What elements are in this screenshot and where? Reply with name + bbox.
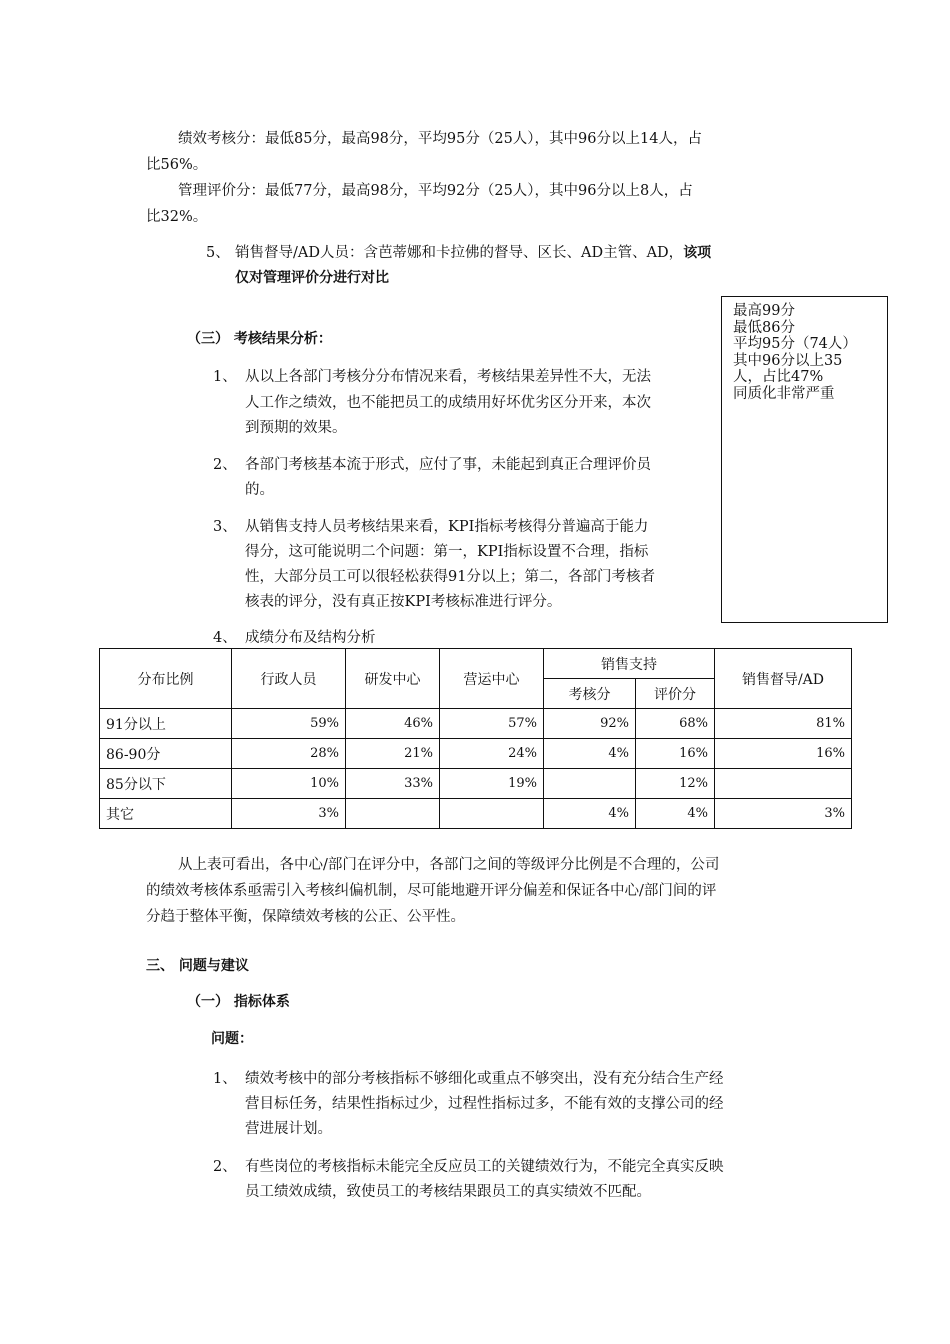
comment-line: 最高99分	[733, 303, 795, 319]
comment-line: 最低86分	[733, 319, 795, 336]
header-ratio: 分布比例	[100, 649, 232, 709]
cell-rnd: 21%	[346, 739, 440, 769]
table-row	[100, 739, 852, 769]
analysis-item-4-line-1: 成绩分布及结构分析	[245, 630, 376, 646]
analysis-item-3-line-4: 核表的评分，没有真正按KPI考核标准进行评分。	[245, 594, 562, 610]
problem-item-1-line-3: 营进展计划。	[245, 1121, 332, 1137]
cell-eval: 12%	[636, 769, 715, 799]
cell-ops: 24%	[440, 739, 544, 769]
cell-kpi	[544, 769, 636, 799]
header-rnd: 研发中心	[346, 649, 440, 709]
problem-label: 问题：	[211, 1031, 253, 1047]
problem-item-1-line-1: 绩效考核中的部分考核指标不够细化或重点不够突出，没有充分结合生产经	[245, 1071, 724, 1087]
item5-bold-text: 该项	[683, 245, 712, 261]
analysis-item-1-line-1: 从以上各部门考核分分布情况来看，考核结果差异性不大，无法	[245, 369, 651, 385]
perf-score-line-2: 比56%。	[146, 157, 208, 173]
cell-admin: 28%	[232, 739, 346, 769]
header-admin: 行政人员	[232, 649, 346, 709]
analysis-item-1-line-2: 人工作之绩效，也不能把员工的成绩用好坏优劣区分开来，本次	[245, 395, 651, 411]
analysis-item-3-line-3: 性，大部分员工可以很轻松获得91分以上；第二，各部门考核者	[245, 569, 655, 585]
mgmt-score-line-2: 比32%。	[146, 209, 208, 225]
cell-kpi: 4%	[544, 739, 636, 769]
analysis-item-2-line-2: 的。	[245, 482, 274, 498]
problem-item-1-number: 1、	[213, 1071, 237, 1087]
cell-admin: 3%	[232, 799, 346, 829]
indicator-system-heading: （一） 指标体系	[187, 994, 290, 1010]
analysis-item-1-line-3: 到预期的效果。	[245, 420, 347, 436]
perf-score-line-1: 绩效考核分：最低85分，最高98分，平均95分（25人），其中96分以上14人，占	[178, 131, 702, 147]
row-label: 其它	[100, 799, 232, 829]
cell-ad: 81%	[715, 709, 852, 739]
table-row	[100, 799, 852, 829]
item5-line-1	[235, 241, 711, 262]
cell-rnd: 33%	[346, 769, 440, 799]
problem-item-2-line-1: 有些岗位的考核指标未能完全反应员工的关键绩效行为，不能完全真实反映	[245, 1159, 724, 1175]
header-eval: 评价分	[636, 679, 715, 709]
comment-textbox	[721, 296, 888, 623]
cell-ad: 3%	[715, 799, 852, 829]
header-kpi: 考核分	[544, 679, 636, 709]
mgmt-score-line-1: 管理评价分：最低77分，最高98分，平均92分（25人），其中96分以上8人，占	[178, 183, 693, 199]
analysis-item-2-line-1: 各部门考核基本流于形式，应付了事，未能起到真正合理评价员	[245, 457, 651, 473]
cell-eval: 16%	[636, 739, 715, 769]
row-label: 85分以下	[100, 769, 232, 799]
section-3-heading: （三） 考核结果分析：	[187, 331, 332, 347]
analysis-item-2-number: 2、	[213, 457, 237, 473]
cell-admin: 10%	[232, 769, 346, 799]
cell-ops: 19%	[440, 769, 544, 799]
score-distribution-table	[99, 648, 852, 829]
header-sales-support: 销售支持	[544, 649, 715, 679]
cell-admin: 59%	[232, 709, 346, 739]
row-label: 86-90分	[100, 739, 232, 769]
cell-rnd	[346, 799, 440, 829]
problem-item-2-line-2: 员工绩效成绩，致使员工的考核结果跟员工的真实绩效不匹配。	[245, 1184, 651, 1200]
problem-item-1-line-2: 营目标任务，结果性指标过少，过程性指标过多，不能有效的支撑公司的经	[245, 1096, 724, 1112]
cell-eval: 4%	[636, 799, 715, 829]
comment-line: 同质化非常严重	[733, 385, 835, 402]
analysis-item-1-number: 1、	[213, 369, 237, 385]
conclusion-line-3: 分趋于整体平衡，保障绩效考核的公正、公平性。	[146, 909, 465, 925]
problem-item-2-number: 2、	[213, 1159, 237, 1175]
header-ops: 营运中心	[440, 649, 544, 709]
comment-line: 平均95分（74人）	[733, 336, 857, 352]
cell-ad	[715, 769, 852, 799]
item5-number: 5、	[206, 245, 230, 261]
cell-eval: 68%	[636, 709, 715, 739]
item5-line-2: 仅对管理评价分进行对比	[235, 270, 389, 286]
cell-ops	[440, 799, 544, 829]
row-label: 91分以上	[100, 709, 232, 739]
analysis-item-3-line-2: 得分，这可能说明二个问题：第一，KPI指标设置不合理，指标	[245, 544, 649, 560]
table-row	[100, 709, 852, 739]
comment-line: 人，占比47%	[733, 369, 824, 385]
table-header-row	[100, 649, 852, 679]
cell-kpi: 92%	[544, 709, 636, 739]
analysis-item-3-number: 3、	[213, 519, 237, 535]
comment-line: 其中96分以上35	[733, 352, 843, 369]
cell-kpi: 4%	[544, 799, 636, 829]
analysis-item-4-number: 4、	[213, 630, 237, 646]
analysis-item-3-line-1: 从销售支持人员考核结果来看，KPI指标考核得分普遍高于能力	[245, 519, 649, 535]
cell-ad: 16%	[715, 739, 852, 769]
part-3-heading: 三、 问题与建议	[146, 958, 249, 974]
item5-text: 销售督导/AD人员：含芭蒂娜和卡拉佛的督导、区长、AD主管、AD，	[235, 245, 684, 261]
table-row	[100, 769, 852, 799]
cell-rnd: 46%	[346, 709, 440, 739]
cell-ops: 57%	[440, 709, 544, 739]
header-sales-ad: 销售督导/AD	[715, 649, 852, 709]
conclusion-line-2: 的绩效考核体系亟需引入考核纠偏机制，尽可能地避开评分偏差和保证各中心/部门间的评	[146, 883, 717, 899]
conclusion-line-1: 从上表可看出，各中心/部门在评分中，各部门之间的等级评分比例是不合理的，公司	[178, 857, 720, 873]
